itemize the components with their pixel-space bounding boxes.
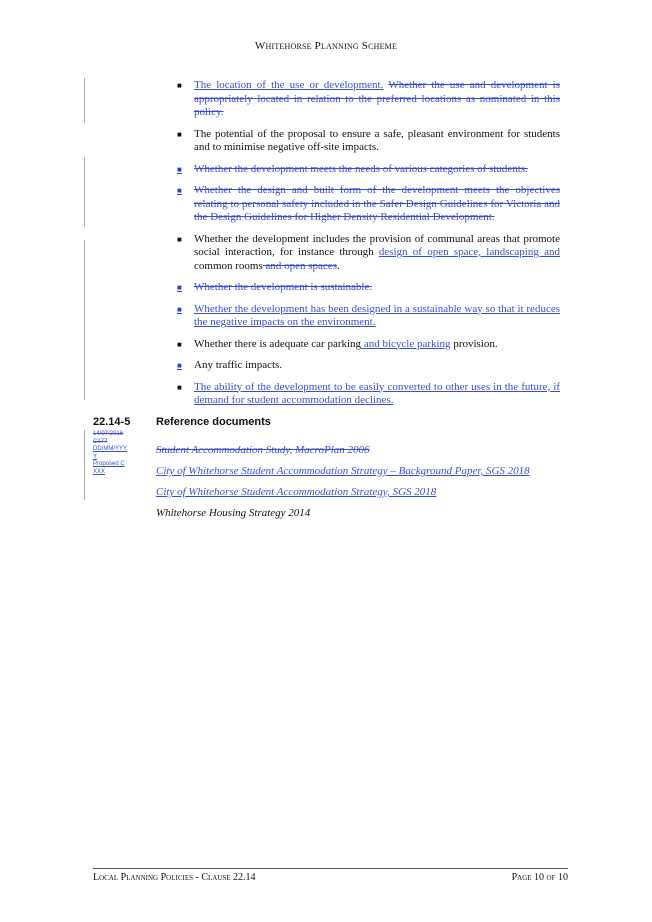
list-item xyxy=(174,281,560,295)
reference-document xyxy=(156,507,530,520)
bullet-icon: ■ xyxy=(177,361,182,370)
deleted-text: and open spaces xyxy=(262,259,337,272)
deleted-text: Whether the development is sustainable. xyxy=(194,281,373,293)
list-item xyxy=(174,184,560,225)
deleted-text: Student Accommodation Study, MacroPlan 2006 xyxy=(156,444,370,456)
amendment-date: Proposed CXXX xyxy=(93,461,125,475)
inserted-text: City of Whitehorse Student Accommodation Strategy – Background Paper, SGS 2018 xyxy=(156,465,530,477)
inserted-text: The location of the use or development. xyxy=(194,79,384,91)
change-bar xyxy=(84,240,85,400)
deleted-text: Whether the development meets the needs of various categories of students. xyxy=(194,162,528,175)
list-item xyxy=(174,128,560,155)
page-header: Whitehorse Planning Scheme xyxy=(254,40,398,52)
list-item xyxy=(174,303,560,330)
text-run: Whether there is adequate car parking xyxy=(194,337,362,350)
list-item xyxy=(174,233,560,274)
list-item xyxy=(174,163,560,177)
bullet-icon: ■ xyxy=(177,382,182,392)
reference-document xyxy=(156,465,530,478)
text-run: Any traffic impacts. xyxy=(194,359,283,371)
text-run: Whether the development includes the provision of communal areas that promote social interaction, for instance through xyxy=(194,232,560,258)
inserted-text: and bicycle parking xyxy=(361,337,451,350)
list-item xyxy=(174,79,560,120)
reference-document xyxy=(156,444,530,457)
text-run: . xyxy=(336,259,340,272)
change-bar xyxy=(84,430,85,500)
text-run: The potential of the proposal to ensure a safe, pleasant environment for students and to minimise negative off-site impacts. xyxy=(194,127,560,153)
bullet-icon: ■ xyxy=(177,186,182,195)
text-run: provision. xyxy=(450,337,498,350)
list-item xyxy=(174,359,560,373)
text-run: Whitehorse Housing Strategy 2014 xyxy=(156,507,311,519)
section-title: Reference documents xyxy=(156,416,271,428)
inserted-text: design of open space, landscaping and xyxy=(378,246,560,258)
page-number: Page 10 of 10 xyxy=(511,872,568,883)
change-bar xyxy=(84,78,85,123)
bullet-icon: ■ xyxy=(177,283,182,292)
list-item xyxy=(174,381,560,408)
bullet-icon: ■ xyxy=(177,129,182,139)
bullet-icon: ■ xyxy=(177,81,182,90)
bullet-icon: ■ xyxy=(177,164,182,174)
amendment-date: DD/MM/YYYY xyxy=(93,446,128,460)
bullet-icon: ■ xyxy=(177,304,182,314)
bullet-icon: ■ xyxy=(177,234,182,244)
footer-clause: Local Planning Policies - Clause 22.14 xyxy=(93,872,256,883)
footer-divider xyxy=(93,868,568,869)
reference-document xyxy=(156,486,530,499)
inserted-text: City of Whitehorse Student Accommodation Strategy, SGS 2018 xyxy=(156,486,437,498)
amendment-date: 14/07/2016 xyxy=(93,431,124,437)
bullet-icon: ■ xyxy=(177,339,182,349)
reference-documents-list xyxy=(156,444,530,528)
clause-number: 22.14-5 xyxy=(93,416,131,428)
amendment-date: C177 xyxy=(93,438,108,445)
assessment-criteria-list xyxy=(174,79,560,416)
change-bar xyxy=(84,157,85,227)
list-item xyxy=(174,338,560,352)
inserted-text: Whether the development has been designed in a sustainable way so that it reduces the negative impacts on the environment. xyxy=(194,302,560,328)
text-run: common rooms xyxy=(194,259,263,272)
inserted-text: The ability of the development to be easily converted to other uses in the future, if demand for student accommodation declines. xyxy=(194,380,560,406)
deleted-text: Whether the design and built form of the development meets the objectives relating to personal safety included in the Safer Design Guidelines for Victoria and the Design Guidelines for Higher Density Residential Development. xyxy=(194,184,560,223)
amendment-dates xyxy=(93,431,127,476)
deleted-text: Whether the use and development is appropriately located in relation to the preferred locations as nominated in this policy. xyxy=(194,79,560,118)
